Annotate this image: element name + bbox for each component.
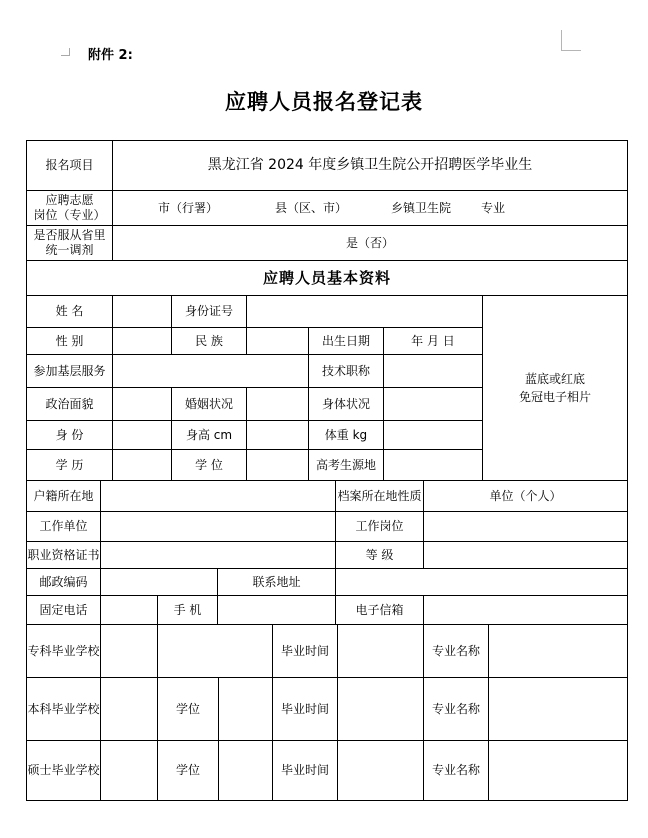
gaokao-origin-label: 高考生源地: [309, 450, 384, 481]
name-input-cell[interactable]: [113, 296, 172, 328]
bachelor-grad-time-label: 毕业时间: [273, 678, 338, 741]
gender-label: 性 别: [27, 328, 113, 355]
weight-input-cell[interactable]: [384, 421, 483, 450]
junior-college-blank-cell[interactable]: [158, 625, 273, 678]
project-value: 黑龙江省 2024 年度乡镇卫生院公开招聘医学毕业生: [113, 141, 628, 191]
contact-address-label: 联系地址: [218, 569, 336, 596]
master-school-label: 硕士毕业学校: [27, 741, 101, 801]
weight-label: 体重 kg: [309, 421, 384, 450]
bachelor-degree-input-cell[interactable]: [219, 678, 273, 741]
row-position: [27, 191, 628, 226]
junior-college-major-label: 专业名称: [424, 625, 489, 678]
row-project: [27, 141, 628, 191]
id-number-label: 身份证号: [172, 296, 247, 328]
height-input-cell[interactable]: [247, 421, 309, 450]
id-number-input-cell[interactable]: [247, 296, 483, 328]
row-postal: [27, 569, 628, 596]
grassroots-service-input-cell[interactable]: [113, 355, 309, 388]
master-major-label: 专业名称: [424, 741, 489, 801]
row-name: [27, 296, 483, 328]
birth-date-label: 出生日期: [309, 328, 384, 355]
postal-code-label: 邮政编码: [27, 569, 101, 596]
email-label: 电子信箱: [336, 596, 424, 625]
row-household: [27, 481, 628, 512]
row-bachelor: [27, 678, 628, 741]
position-options-cell[interactable]: [113, 191, 628, 226]
cert-level-input-cell[interactable]: [424, 542, 628, 569]
option-township-hospital: 乡镇卫生院: [391, 200, 452, 215]
project-label: 报名项目: [27, 141, 113, 191]
job-post-label: 工作岗位: [336, 512, 424, 542]
email-input-cell[interactable]: [424, 596, 628, 625]
master-school-input-cell[interactable]: [101, 741, 158, 801]
row-junior-college: [27, 625, 628, 678]
identity-label: 身 份: [27, 421, 113, 450]
row-education: [27, 450, 483, 481]
master-major-input-cell[interactable]: [489, 741, 628, 801]
row-employer: [27, 512, 628, 542]
option-city: 市（行署）: [158, 200, 219, 215]
row-transfer: [27, 226, 628, 261]
cert-level-label: 等 级: [336, 542, 424, 569]
attachment-label: 附件 2:: [88, 48, 133, 63]
junior-college-grad-time-label: 毕业时间: [273, 625, 338, 678]
contact-address-input-cell[interactable]: [336, 569, 628, 596]
qualification-cert-input-cell[interactable]: [101, 542, 336, 569]
degree-input-cell[interactable]: [247, 450, 309, 481]
health-status-input-cell[interactable]: [384, 388, 483, 421]
archive-location-value-cell[interactable]: 单位（个人）: [424, 481, 628, 512]
tech-title-input-cell[interactable]: [384, 355, 483, 388]
row-basic-section-header: [27, 261, 628, 296]
bachelor-grad-time-input-cell[interactable]: [338, 678, 424, 741]
row-master: [27, 741, 628, 801]
landline-label: 固定电话: [27, 596, 101, 625]
row-qualification-cert: [27, 542, 628, 569]
household-label: 户籍所在地: [27, 481, 101, 512]
junior-college-major-input-cell[interactable]: [489, 625, 628, 678]
basic-info-block: [27, 296, 628, 481]
landline-input-cell[interactable]: [101, 596, 158, 625]
junior-college-school-label: 专科毕业学校: [27, 625, 101, 678]
row-grassroots-service: [27, 355, 483, 388]
marital-status-label: 婚姻状况: [172, 388, 247, 421]
master-grad-time-label: 毕业时间: [273, 741, 338, 801]
job-post-input-cell[interactable]: [424, 512, 628, 542]
postal-code-input-cell[interactable]: [101, 569, 218, 596]
employer-label: 工作单位: [27, 512, 101, 542]
ethnicity-label: 民 族: [172, 328, 247, 355]
master-degree-label: 学位: [158, 741, 219, 801]
row-identity: [27, 421, 483, 450]
bachelor-major-label: 专业名称: [424, 678, 489, 741]
mobile-input-cell[interactable]: [218, 596, 336, 625]
margin-corner-mark-top-right: [561, 30, 581, 51]
position-label: 应聘志愿 岗位（专业）: [27, 191, 113, 226]
option-county: 县（区、市）: [275, 200, 348, 215]
qualification-cert-label: 职业资格证书: [27, 542, 101, 569]
education-label: 学 历: [27, 450, 113, 481]
option-major: 专业: [481, 200, 506, 215]
ethnicity-input-cell[interactable]: [247, 328, 309, 355]
archive-location-label: 档案所在地性质: [336, 481, 424, 512]
mobile-label: 手 机: [158, 596, 218, 625]
junior-college-grad-time-input-cell[interactable]: [338, 625, 424, 678]
health-status-label: 身体状况: [309, 388, 384, 421]
junior-college-school-input-cell[interactable]: [101, 625, 158, 678]
basic-info-left: [27, 296, 483, 481]
margin-corner-mark-top-left: [61, 48, 70, 56]
marital-status-input-cell[interactable]: [247, 388, 309, 421]
identity-input-cell[interactable]: [113, 421, 172, 450]
birth-date-value-cell[interactable]: 年 月 日: [384, 328, 483, 355]
transfer-value-cell[interactable]: 是（否）: [113, 226, 628, 261]
bachelor-school-input-cell[interactable]: [101, 678, 158, 741]
row-phone: [27, 596, 628, 625]
basic-section-header: 应聘人员基本资料: [27, 261, 628, 296]
political-status-label: 政治面貌: [27, 388, 113, 421]
row-political-status: [27, 388, 483, 421]
bachelor-major-input-cell[interactable]: [489, 678, 628, 741]
bachelor-school-label: 本科毕业学校: [27, 678, 101, 741]
master-grad-time-input-cell[interactable]: [338, 741, 424, 801]
name-label: 姓 名: [27, 296, 113, 328]
education-input-cell[interactable]: [113, 450, 172, 481]
registration-form-table: [26, 140, 628, 801]
photo-placeholder-cell[interactable]: 蓝底或红底 免冠电子相片: [483, 296, 628, 481]
grassroots-service-label: 参加基层服务: [27, 355, 113, 388]
gender-input-cell[interactable]: [113, 328, 172, 355]
employer-input-cell[interactable]: [101, 512, 336, 542]
bachelor-degree-label: 学位: [158, 678, 219, 741]
height-label: 身高 cm: [172, 421, 247, 450]
political-status-input-cell[interactable]: [113, 388, 172, 421]
page-title: 应聘人员报名登记表: [225, 90, 423, 114]
degree-label: 学 位: [172, 450, 247, 481]
transfer-label: 是否服从省里 统一调剂: [27, 226, 113, 261]
row-gender: [27, 328, 483, 355]
household-input-cell[interactable]: [101, 481, 336, 512]
tech-title-label: 技术职称: [309, 355, 384, 388]
master-degree-input-cell[interactable]: [219, 741, 273, 801]
gaokao-origin-input-cell[interactable]: [384, 450, 483, 481]
